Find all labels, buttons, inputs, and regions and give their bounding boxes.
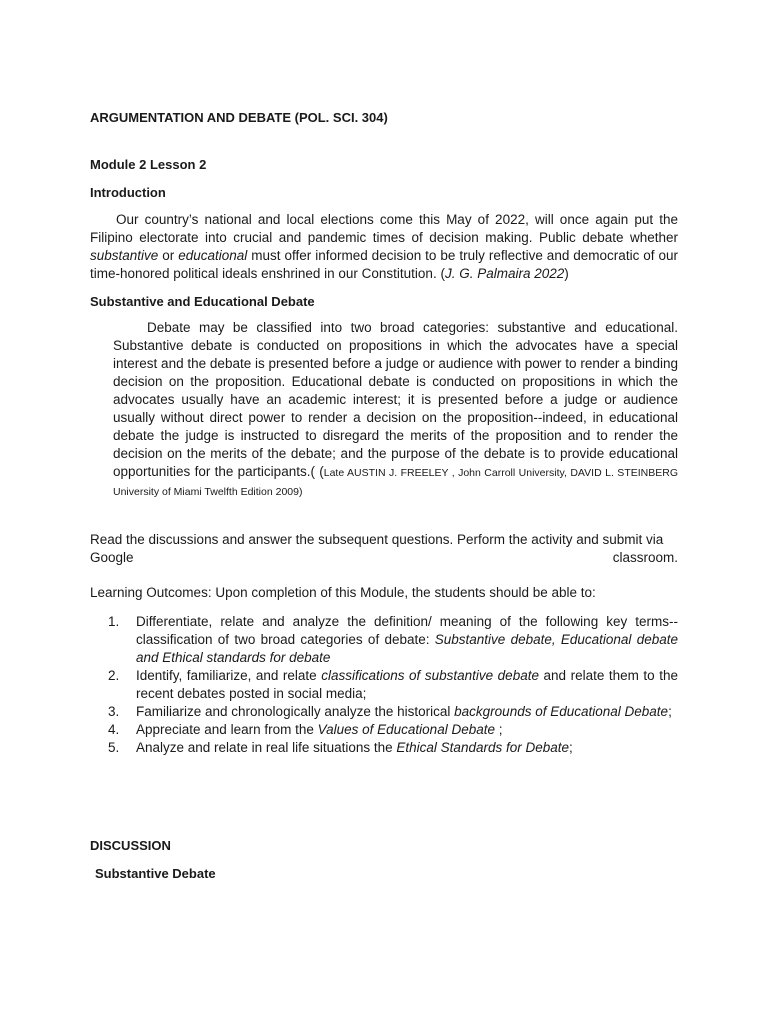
intro-text-1: Our country’s national and local elections come this May of 2022, will once again put the Filipino electorate into crucial and pandemic times of decision making. Public debate whether (90, 212, 678, 245)
outcome-text-end: ; (494, 722, 503, 737)
outcome-text-end: ; (569, 740, 573, 755)
list-item (108, 667, 678, 703)
instructions (90, 531, 678, 567)
outcome-emphasis: Ethical Standards for Debate (396, 740, 570, 755)
outcome-text-end: ; (668, 704, 672, 719)
learning-outcomes-intro: Learning Outcomes: Upon completion of this Module, the students should be able to: (90, 585, 596, 600)
outcome-text: Analyze and relate in real life situations the (136, 740, 397, 755)
list-number: 3. (108, 704, 120, 719)
outcome-text-end: and relate them to the recent debates posted in social media; (136, 668, 678, 701)
list-number: 4. (108, 722, 120, 737)
intro-text-2: must offer informed decision to be truly reflective and democratic of our time-honored political ideals enshrined in our Constitution. ( (90, 248, 679, 281)
list-number: 5. (108, 740, 120, 755)
outcome-text: Differentiate, relate and analyze the definition/ meaning of the following key terms-- classification of two broad categories of debate: (136, 614, 678, 647)
outcome-emphasis: classifications of substantive debate (321, 668, 539, 683)
list-number: 2. (108, 668, 120, 683)
quote-source: Late AUSTIN J. FREELEY , John Carroll University, DAVID L. STEINBERG University of Miami Twelfth Edition 2009) (113, 467, 678, 498)
quote-paragraph (113, 319, 678, 501)
intro-substantive: substantive (90, 248, 159, 263)
outcome-emphasis: Substantive debate, Educational debate and Ethical standards for debate (136, 632, 678, 665)
intro-citation: J. G. Palmaira 2022 (444, 266, 565, 281)
instructions-line: Read the discussions and answer the subsequent questions. Perform the activity and submit via (90, 532, 664, 547)
outcome-text: Identify, familiarize, and relate (136, 668, 322, 683)
quote-text: Debate may be classified into two broad categories: substantive and educational. Substantive debate is conducted on propositions in which the advocates have a special interest and the debate is presented before a judge or audience with power to render a binding decision on the proposition. Educational debate is conducted on propositions in which the advocates usually have an academic interest; it is presented before a judge or audience usually without direct power to render a decision on the proposition--indeed, in educational debate the judge is instructed to disregard the merits of the proposition and to render the decision on the merits of the debate; and the purpose of the debate is to provide educational opportunities for the participants.( ( (113, 320, 678, 479)
instructions-word-classroom: classroom. (612, 550, 678, 565)
list-item (108, 721, 678, 739)
outcome-emphasis: backgrounds of Educational Debate (454, 704, 669, 719)
outcome-emphasis: Values of Educational Debate (317, 722, 495, 737)
outcome-text: Appreciate and learn from the (136, 722, 318, 737)
list-item (108, 739, 678, 757)
instructions-word-google: Google (90, 550, 134, 565)
intro-paragraph (90, 211, 678, 283)
outcome-text: Familiarize and chronologically analyze the historical (136, 704, 455, 719)
substantive-debate-heading: Substantive Debate (95, 866, 216, 881)
list-item (108, 703, 678, 721)
intro-or: or (158, 248, 179, 263)
module-heading: Module 2 Lesson 2 (90, 157, 207, 172)
list-number: 1. (108, 614, 120, 629)
learning-outcomes-list (108, 613, 678, 757)
discussion-heading: DISCUSSION (90, 838, 171, 853)
intro-educational: educational (178, 248, 248, 263)
section-heading: Substantive and Educational Debate (90, 294, 315, 309)
intro-close: ) (564, 266, 569, 281)
introduction-heading: Introduction (90, 185, 166, 200)
list-item (108, 613, 678, 667)
course-title: ARGUMENTATION AND DEBATE (POL. SCI. 304) (90, 110, 388, 125)
